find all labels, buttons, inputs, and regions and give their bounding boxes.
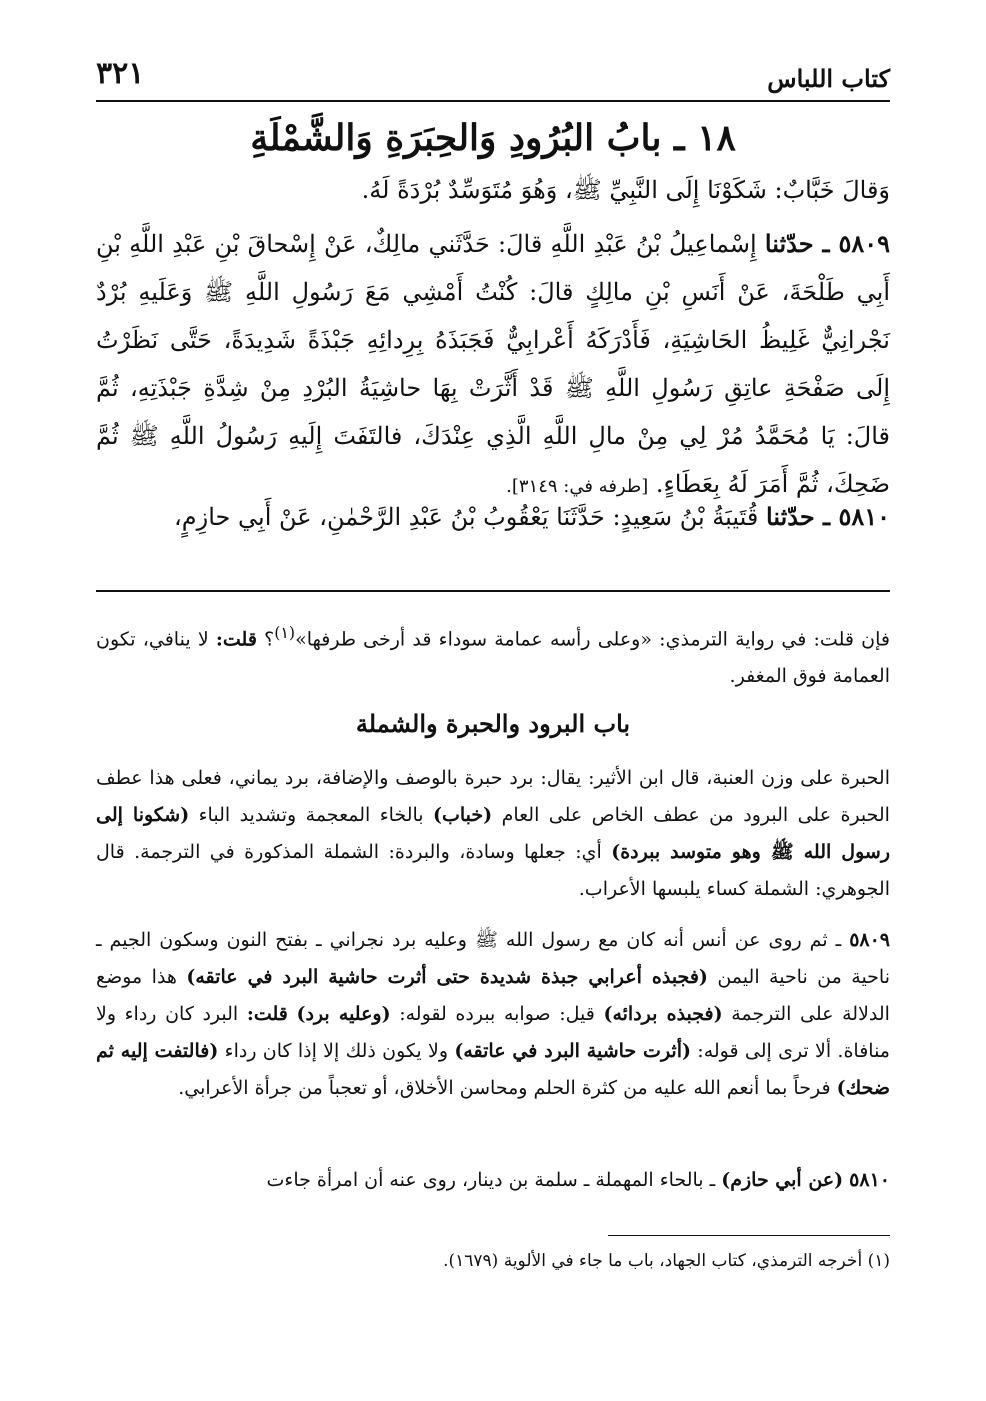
answer-lead: قلت: [215, 628, 257, 651]
paragraph-text: ـ بالحاء المهملة ـ سلمة بن دينار، روى عنه أن امرأة جاءت [266, 1169, 716, 1191]
hadith-5810 [96, 493, 890, 541]
quoted-phrase: (خباب) [433, 804, 493, 826]
commentary-paragraph [96, 760, 890, 908]
quoted-phrase: (فالتفت إليه ثم ضحك) [96, 1040, 890, 1099]
commentary-section-heading: باب البرود والحبرة والشملة [355, 709, 631, 738]
quoted-phrase: (شكونا إلى رسول الله ﷺ وهو متوسد ببردة) [96, 804, 890, 863]
commentary-paragraph [96, 1162, 890, 1199]
hadith-5809 [96, 220, 890, 511]
footnote [96, 1246, 890, 1276]
question-lead: فإن قلت: [813, 628, 890, 651]
paragraph-text: الحبرة على وزن العنبة، قال ابن الأثير: يقال: برد حبرة بالوصف والإضافة، برد يماني، فعلى هذا عطف الحبرة على البرود من عطف الخاص على العام [96, 767, 890, 826]
paragraph-text: بالخاء المعجمة وتشديد الباء [198, 804, 424, 826]
footnote-divider [608, 1235, 890, 1236]
footnote-text: أخرجه الترمذي، كتاب الجهاد، باب ما جاء في الألوية (١٦٧٩). [443, 1251, 863, 1271]
khabbab-quote: وَقالَ خَبَّابٌ: شَكَوْنَا إِلَى النَّبِيِّ ﷺ، وَهُوَ مُتَوَسِّدٌ بُرْدَةً لَهُ. [361, 176, 890, 204]
quoted-phrase: (وعليه برد) [296, 1003, 391, 1025]
hadith-number: ٥٨٠٩ [849, 929, 891, 951]
answer-text: لا ينافي، تكون العمامة فوق المغفر. [96, 628, 890, 688]
hadith-5810-number: ٥٨١٠ ـ حدّثنا [766, 502, 890, 531]
quoted-phrase: (أثرت حاشية البرد في عاتقه) [454, 1040, 691, 1062]
quoted-phrase: (فجبذه أعرابي جبذة شديدة حتى أثرت حاشية البرد في عاتقه) [186, 966, 708, 988]
hadith-5809-number: ٥٨٠٩ ـ حدّثنا [764, 229, 890, 258]
paragraph-text: هذا موضع الدلالة على الترجمة [96, 966, 890, 1025]
answer-lead: قلت: [246, 1003, 288, 1025]
footnote-marker: (١) [274, 623, 296, 642]
text-commentary-divider [96, 590, 890, 592]
chapter-heading: ١٨ ـ بابُ البُرُودِ وَالحِبَرَةِ وَالشَّمْلَةِ [250, 117, 736, 159]
question-text: في رواية الترمذي: «وعلى رأسه عمامة سوداء قد أرخى طرفها» [295, 628, 807, 651]
hadith-5810-text: قُتَيبَةُ بْنُ سَعِيدٍ: حَدَّثَنَا يَعْقُوبُ بْنُ عَبْدِ الرَّحْمٰنِ، عَنْ أَبِي حازِمٍ، [174, 503, 759, 531]
paragraph-text: فرحاً بما أنعم الله عليه من كثرة الحلم ومحاسن الأخلاق، أو تعجباً من جرأة الأعرابي. [178, 1077, 831, 1099]
paragraph-text: ولا يكون ذلك إلا إذا كان رداء [224, 1040, 449, 1062]
hadith-number: ٥٨١٠ [849, 1169, 890, 1191]
page-header [96, 50, 890, 102]
commentary-paragraph [96, 922, 890, 1107]
quoted-phrase: (عن أبي حازم) [721, 1169, 844, 1191]
paragraph-text: أي: جعلها وسادة، والبردة: الشملة المذكورة في الترجمة. قال الجوهري: الشملة كساء يلبسها الأعراب. [96, 841, 890, 900]
page-number: ٣٢١ [96, 56, 145, 91]
footnote-mark: (١) [867, 1251, 890, 1271]
question-tail: ؟ [264, 628, 275, 651]
paragraph-text: البرد كان رداء ولا منافاة. ألا ترى إلى قوله: [96, 1003, 890, 1062]
paragraph-text: قيل: صوابه ببرده لقوله: [399, 1003, 595, 1025]
paragraph-text: ـ ثم روى عن أنس أنه كان مع رسول الله ﷺ وعليه برد نجراني ـ بفتح النون وسكون الجيم ـ ناحية من ناحية اليمن [96, 929, 890, 988]
quoted-phrase: (فجبذه بردائه) [603, 1003, 723, 1025]
hadith-5809-text: إِسْماعِيلُ بْنُ عَبْدِ اللَّهِ قالَ: حَدَّثَني مالِكٌ، عَنْ إِسْحاقَ بْنِ عَبْدِ اللَّهِ بْنِ أَبِي طَلْحَةَ، عَنْ أَنَسِ بْنِ مالِكٍ قالَ: كُنْتُ أَمْشِي مَعَ رَسُولِ اللَّهِ ﷺ وَعَلَيهِ بُرْدٌ نَجْرانِيٌّ غَلِيظُ الحَاشِيَةِ، فَأَدْرَكَهُ أَعْرابِيٌّ فَجَبَذَهُ بِرِدائِهِ جَبْذَةً شَدِيدَةً، حَتَّى نَظَرْتُ إِلَى صَفْحَةِ عاتِقِ رَسُولِ اللَّهِ ﷺ قَدْ أَثَّرَتْ بِهَا حاشِيَةُ البُرْدِ مِنْ شِدَّةِ جَبْذَتِهِ، ثُمَّ قالَ: يَا مُحَمَّدُ مُرْ لِي مِنْ مالِ اللَّهِ الَّذِي عِنْدَكَ، فالتَفَتَ إِلَيهِ رَسُولُ اللَّهِ ﷺ ثُمَّ ضَحِكَ، ثُمَّ أَمَرَ لَهُ بِعَطَاءٍ. [96, 230, 890, 498]
hadith-5809-reference: [طرفه في: ٣١٤٩]. [506, 476, 649, 497]
commentary-question [96, 614, 890, 695]
book-title: كتاب اللباس [767, 64, 890, 93]
